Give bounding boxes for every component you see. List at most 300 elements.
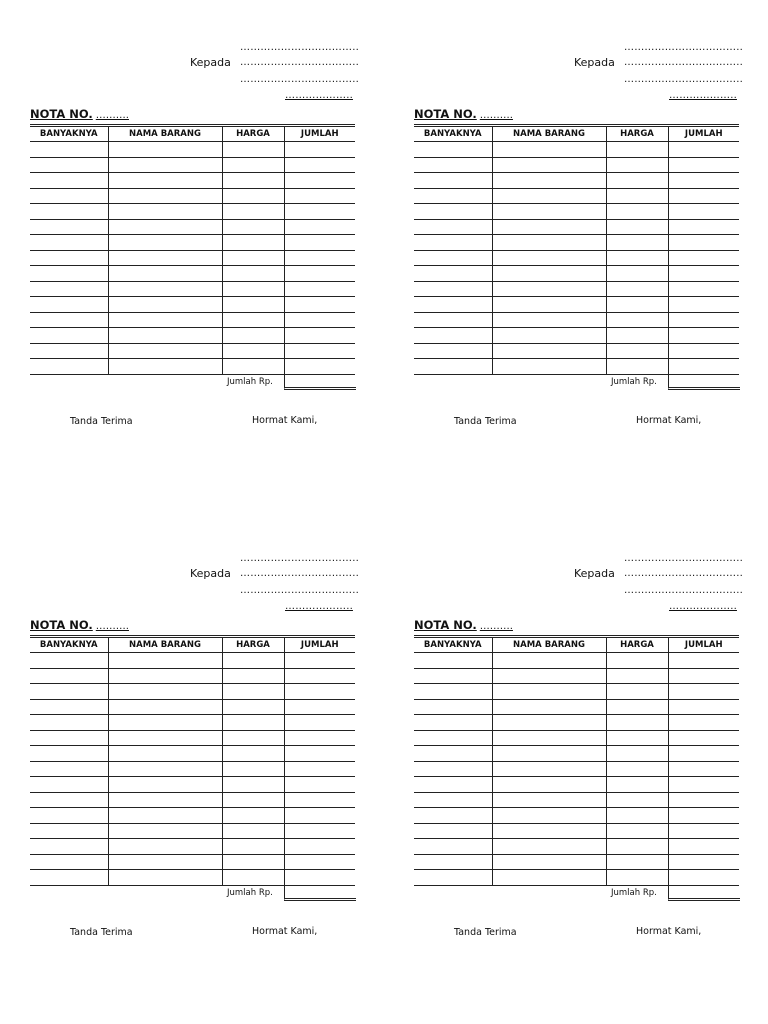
- cell-nama-barang: [108, 359, 222, 375]
- table-row: [414, 684, 739, 700]
- cell-jumlah: [668, 839, 739, 855]
- cell-banyaknya: [414, 870, 492, 886]
- cell-banyaknya: [30, 684, 108, 700]
- cell-banyaknya: [414, 715, 492, 731]
- table-row: [414, 142, 739, 158]
- cell-jumlah: [284, 668, 355, 684]
- cell-jumlah: [284, 281, 355, 297]
- jumlah-rp-box: [284, 885, 356, 901]
- cell-harga: [606, 792, 668, 808]
- cell-harga: [606, 343, 668, 359]
- cell-jumlah: [284, 699, 355, 715]
- cell-jumlah: [284, 684, 355, 700]
- cell-harga: [222, 823, 284, 839]
- cell-jumlah: [668, 359, 739, 375]
- cell-nama-barang: [492, 668, 606, 684]
- cell-harga: [606, 684, 668, 700]
- table-row: [414, 328, 739, 344]
- cell-nama-barang: [492, 854, 606, 870]
- table-row: [414, 668, 739, 684]
- cell-jumlah: [668, 653, 739, 669]
- cell-jumlah: [284, 870, 355, 886]
- cell-harga: [606, 746, 668, 762]
- cell-jumlah: [284, 792, 355, 808]
- kepada-line-2: ……………………………..: [624, 57, 743, 68]
- cell-banyaknya: [30, 854, 108, 870]
- cell-jumlah: [284, 730, 355, 746]
- table-row: [414, 157, 739, 173]
- cell-nama-barang: [492, 250, 606, 266]
- cell-jumlah: [668, 870, 739, 886]
- cell-jumlah: [668, 312, 739, 328]
- kepada-line-2: ……………………………..: [240, 57, 359, 68]
- cell-nama-barang: [108, 235, 222, 251]
- cell-banyaknya: [30, 715, 108, 731]
- cell-nama-barang: [108, 699, 222, 715]
- cell-banyaknya: [414, 173, 492, 189]
- table-row: [414, 699, 739, 715]
- nota-number-blank: ……….: [479, 110, 513, 121]
- cell-banyaknya: [414, 699, 492, 715]
- cell-banyaknya: [30, 266, 108, 282]
- column-header-banyaknya: BANYAKNYA: [414, 637, 492, 653]
- cell-jumlah: [284, 312, 355, 328]
- cell-jumlah: [668, 188, 739, 204]
- kepada-line-3: ……………………………..: [624, 74, 743, 85]
- cell-jumlah: [668, 157, 739, 173]
- table-row: [30, 808, 355, 824]
- cell-banyaknya: [414, 761, 492, 777]
- cell-harga: [606, 730, 668, 746]
- cell-nama-barang: [108, 761, 222, 777]
- kepada-line-1: ……………………………..: [240, 553, 359, 564]
- cell-nama-barang: [108, 808, 222, 824]
- cell-jumlah: [668, 266, 739, 282]
- cell-harga: [222, 715, 284, 731]
- cell-harga: [222, 328, 284, 344]
- cell-nama-barang: [108, 839, 222, 855]
- hormat-kami-label: Hormat Kami,: [252, 926, 318, 937]
- cell-banyaknya: [30, 746, 108, 762]
- table-row: [414, 281, 739, 297]
- jumlah-rp-label: Jumlah Rp.: [227, 377, 273, 387]
- cell-nama-barang: [492, 792, 606, 808]
- cell-nama-barang: [108, 188, 222, 204]
- cell-nama-barang: [108, 730, 222, 746]
- table-row: [414, 359, 739, 375]
- cell-banyaknya: [30, 808, 108, 824]
- cell-nama-barang: [108, 684, 222, 700]
- table-row: [414, 235, 739, 251]
- tanda-terima-label: Tanda Terima: [70, 416, 133, 427]
- column-header-harga: HARGA: [606, 637, 668, 653]
- nota-label: NOTA NO.: [30, 107, 93, 121]
- cell-jumlah: [284, 854, 355, 870]
- cell-banyaknya: [30, 204, 108, 220]
- column-header-jumlah: JUMLAH: [668, 126, 739, 142]
- table-row: [30, 684, 355, 700]
- nota-number-blank: ……….: [95, 110, 129, 121]
- table-row: [30, 266, 355, 282]
- cell-jumlah: [284, 777, 355, 793]
- table-row: [414, 839, 739, 855]
- jumlah-rp-box: [668, 374, 740, 390]
- hormat-kami-label: Hormat Kami,: [636, 415, 702, 426]
- table-header-row: [414, 637, 739, 653]
- jumlah-rp-box: [284, 374, 356, 390]
- table-row: [30, 204, 355, 220]
- cell-jumlah: [284, 142, 355, 158]
- cell-jumlah: [668, 235, 739, 251]
- cell-harga: [606, 157, 668, 173]
- cell-harga: [606, 328, 668, 344]
- cell-jumlah: [668, 730, 739, 746]
- cell-nama-barang: [108, 343, 222, 359]
- cell-banyaknya: [414, 668, 492, 684]
- cell-jumlah: [284, 219, 355, 235]
- table-row: [30, 730, 355, 746]
- cell-banyaknya: [414, 266, 492, 282]
- cell-harga: [606, 312, 668, 328]
- cell-jumlah: [668, 219, 739, 235]
- table-row: [30, 250, 355, 266]
- cell-banyaknya: [30, 359, 108, 375]
- table-row: [30, 142, 355, 158]
- cell-harga: [222, 746, 284, 762]
- cell-banyaknya: [414, 746, 492, 762]
- table-row: [414, 715, 739, 731]
- cell-banyaknya: [30, 219, 108, 235]
- invoice-form-2: [414, 0, 744, 427]
- cell-nama-barang: [492, 746, 606, 762]
- cell-banyaknya: [30, 653, 108, 669]
- table-row: [30, 792, 355, 808]
- cell-banyaknya: [414, 297, 492, 313]
- cell-jumlah: [668, 684, 739, 700]
- cell-nama-barang: [108, 823, 222, 839]
- table-row: [414, 312, 739, 328]
- cell-harga: [222, 219, 284, 235]
- cell-harga: [222, 173, 284, 189]
- cell-banyaknya: [414, 854, 492, 870]
- cell-banyaknya: [30, 250, 108, 266]
- table-row: [30, 854, 355, 870]
- cell-harga: [222, 684, 284, 700]
- cell-jumlah: [284, 715, 355, 731]
- cell-harga: [606, 281, 668, 297]
- cell-banyaknya: [30, 235, 108, 251]
- cell-nama-barang: [492, 653, 606, 669]
- kepada-line-4: ………………..: [285, 90, 353, 101]
- cell-jumlah: [668, 746, 739, 762]
- table-row: [414, 746, 739, 762]
- cell-banyaknya: [30, 188, 108, 204]
- cell-banyaknya: [414, 142, 492, 158]
- tanda-terima-label: Tanda Terima: [454, 416, 517, 427]
- table-row: [414, 188, 739, 204]
- cell-harga: [222, 839, 284, 855]
- cell-jumlah: [668, 297, 739, 313]
- cell-harga: [222, 343, 284, 359]
- cell-harga: [222, 235, 284, 251]
- cell-harga: [222, 297, 284, 313]
- cell-banyaknya: [30, 839, 108, 855]
- nota-label: NOTA NO.: [414, 107, 477, 121]
- cell-banyaknya: [414, 359, 492, 375]
- cell-jumlah: [284, 173, 355, 189]
- cell-nama-barang: [492, 219, 606, 235]
- cell-jumlah: [284, 808, 355, 824]
- table-row: [414, 792, 739, 808]
- cell-harga: [606, 235, 668, 251]
- cell-harga: [222, 870, 284, 886]
- cell-nama-barang: [492, 204, 606, 220]
- cell-nama-barang: [492, 173, 606, 189]
- kepada-label: Kepada: [574, 567, 615, 580]
- cell-banyaknya: [30, 281, 108, 297]
- kepada-label: Kepada: [574, 56, 615, 69]
- table-row: [414, 761, 739, 777]
- kepada-line-1: ……………………………..: [624, 553, 743, 564]
- cell-nama-barang: [108, 777, 222, 793]
- cell-banyaknya: [30, 699, 108, 715]
- cell-harga: [606, 219, 668, 235]
- kepada-line-2: ……………………………..: [240, 568, 359, 579]
- cell-nama-barang: [108, 266, 222, 282]
- items-table: [414, 124, 739, 375]
- cell-jumlah: [668, 777, 739, 793]
- cell-harga: [606, 142, 668, 158]
- kepada-line-3: ……………………………..: [240, 74, 359, 85]
- cell-nama-barang: [108, 668, 222, 684]
- cell-banyaknya: [30, 777, 108, 793]
- cell-banyaknya: [30, 730, 108, 746]
- cell-banyaknya: [414, 157, 492, 173]
- cell-nama-barang: [108, 715, 222, 731]
- cell-jumlah: [284, 823, 355, 839]
- cell-jumlah: [668, 328, 739, 344]
- cell-nama-barang: [492, 157, 606, 173]
- cell-harga: [222, 808, 284, 824]
- cell-nama-barang: [492, 823, 606, 839]
- cell-jumlah: [668, 173, 739, 189]
- cell-harga: [222, 204, 284, 220]
- nota-number: [414, 107, 513, 121]
- table-row: [30, 699, 355, 715]
- kepada-line-1: ……………………………..: [624, 42, 743, 53]
- items-table: [30, 635, 355, 886]
- cell-banyaknya: [414, 188, 492, 204]
- table-row: [30, 839, 355, 855]
- kepada-line-2: ……………………………..: [624, 568, 743, 579]
- cell-banyaknya: [414, 730, 492, 746]
- cell-harga: [222, 761, 284, 777]
- cell-nama-barang: [108, 854, 222, 870]
- cell-nama-barang: [492, 266, 606, 282]
- cell-banyaknya: [30, 157, 108, 173]
- cell-banyaknya: [30, 823, 108, 839]
- table-row: [30, 343, 355, 359]
- cell-banyaknya: [414, 281, 492, 297]
- nota-number: [30, 618, 129, 632]
- cell-harga: [606, 266, 668, 282]
- cell-nama-barang: [108, 281, 222, 297]
- nota-number: [414, 618, 513, 632]
- cell-nama-barang: [108, 219, 222, 235]
- column-header-banyaknya: BANYAKNYA: [30, 126, 108, 142]
- cell-nama-barang: [108, 746, 222, 762]
- cell-jumlah: [668, 854, 739, 870]
- cell-nama-barang: [108, 157, 222, 173]
- cell-banyaknya: [414, 839, 492, 855]
- cell-nama-barang: [492, 730, 606, 746]
- column-header-nama-barang: NAMA BARANG: [108, 126, 222, 142]
- kepada-line-1: ……………………………..: [240, 42, 359, 53]
- cell-jumlah: [668, 142, 739, 158]
- column-header-jumlah: JUMLAH: [668, 637, 739, 653]
- table-row: [30, 823, 355, 839]
- table-row: [414, 808, 739, 824]
- cell-harga: [222, 250, 284, 266]
- cell-jumlah: [668, 823, 739, 839]
- cell-nama-barang: [492, 235, 606, 251]
- cell-jumlah: [284, 250, 355, 266]
- cell-jumlah: [668, 281, 739, 297]
- table-row: [414, 870, 739, 886]
- cell-harga: [222, 668, 284, 684]
- cell-jumlah: [668, 808, 739, 824]
- cell-banyaknya: [414, 684, 492, 700]
- cell-harga: [222, 312, 284, 328]
- cell-jumlah: [284, 297, 355, 313]
- cell-banyaknya: [414, 328, 492, 344]
- cell-nama-barang: [108, 204, 222, 220]
- invoice-form-4: [414, 511, 744, 938]
- cell-jumlah: [284, 653, 355, 669]
- cell-harga: [606, 854, 668, 870]
- cell-jumlah: [284, 266, 355, 282]
- table-row: [30, 281, 355, 297]
- table-row: [414, 219, 739, 235]
- cell-nama-barang: [492, 312, 606, 328]
- table-row: [30, 173, 355, 189]
- items-table: [30, 124, 355, 375]
- cell-nama-barang: [492, 684, 606, 700]
- table-row: [30, 157, 355, 173]
- table-row: [30, 328, 355, 344]
- cell-nama-barang: [492, 188, 606, 204]
- cell-nama-barang: [492, 297, 606, 313]
- cell-banyaknya: [30, 142, 108, 158]
- cell-harga: [222, 653, 284, 669]
- table-row: [414, 297, 739, 313]
- cell-banyaknya: [30, 761, 108, 777]
- table-row: [30, 359, 355, 375]
- cell-harga: [606, 839, 668, 855]
- nota-number: [30, 107, 129, 121]
- cell-harga: [222, 188, 284, 204]
- table-row: [414, 266, 739, 282]
- nota-label: NOTA NO.: [30, 618, 93, 632]
- table-row: [414, 854, 739, 870]
- cell-banyaknya: [30, 328, 108, 344]
- cell-nama-barang: [492, 343, 606, 359]
- tanda-terima-label: Tanda Terima: [70, 927, 133, 938]
- cell-jumlah: [284, 343, 355, 359]
- cell-banyaknya: [30, 792, 108, 808]
- cell-jumlah: [668, 699, 739, 715]
- cell-nama-barang: [492, 328, 606, 344]
- cell-jumlah: [668, 715, 739, 731]
- jumlah-rp-label: Jumlah Rp.: [611, 888, 657, 898]
- cell-nama-barang: [492, 870, 606, 886]
- cell-harga: [606, 653, 668, 669]
- cell-nama-barang: [108, 297, 222, 313]
- cell-nama-barang: [108, 328, 222, 344]
- table-header-row: [30, 637, 355, 653]
- cell-jumlah: [284, 188, 355, 204]
- cell-harga: [606, 188, 668, 204]
- table-row: [414, 777, 739, 793]
- items-table: [414, 635, 739, 886]
- cell-banyaknya: [414, 343, 492, 359]
- cell-jumlah: [668, 204, 739, 220]
- table-row: [30, 188, 355, 204]
- cell-harga: [222, 777, 284, 793]
- cell-nama-barang: [492, 715, 606, 731]
- hormat-kami-label: Hormat Kami,: [636, 926, 702, 937]
- cell-harga: [222, 699, 284, 715]
- cell-banyaknya: [414, 808, 492, 824]
- table-header-row: [414, 126, 739, 142]
- column-header-nama-barang: NAMA BARANG: [492, 637, 606, 653]
- kepada-line-3: ……………………………..: [240, 585, 359, 596]
- cell-harga: [606, 204, 668, 220]
- cell-nama-barang: [492, 777, 606, 793]
- cell-jumlah: [668, 761, 739, 777]
- table-row: [414, 653, 739, 669]
- table-row: [414, 343, 739, 359]
- cell-jumlah: [668, 792, 739, 808]
- cell-harga: [222, 730, 284, 746]
- column-header-banyaknya: BANYAKNYA: [414, 126, 492, 142]
- cell-jumlah: [284, 839, 355, 855]
- table-row: [30, 219, 355, 235]
- cell-nama-barang: [108, 250, 222, 266]
- kepada-line-3: ……………………………..: [624, 585, 743, 596]
- hormat-kami-label: Hormat Kami,: [252, 415, 318, 426]
- column-header-jumlah: JUMLAH: [284, 637, 355, 653]
- cell-nama-barang: [492, 142, 606, 158]
- cell-banyaknya: [30, 343, 108, 359]
- cell-harga: [606, 808, 668, 824]
- cell-banyaknya: [30, 870, 108, 886]
- table-row: [30, 235, 355, 251]
- table-row: [30, 668, 355, 684]
- cell-nama-barang: [492, 699, 606, 715]
- cell-harga: [222, 792, 284, 808]
- cell-banyaknya: [30, 173, 108, 189]
- table-row: [414, 173, 739, 189]
- cell-harga: [606, 668, 668, 684]
- invoice-form-3: [30, 511, 360, 938]
- jumlah-rp-label: Jumlah Rp.: [611, 377, 657, 387]
- table-row: [30, 870, 355, 886]
- kepada-line-4: ………………..: [285, 601, 353, 612]
- cell-nama-barang: [108, 142, 222, 158]
- cell-banyaknya: [414, 204, 492, 220]
- column-header-nama-barang: NAMA BARANG: [108, 637, 222, 653]
